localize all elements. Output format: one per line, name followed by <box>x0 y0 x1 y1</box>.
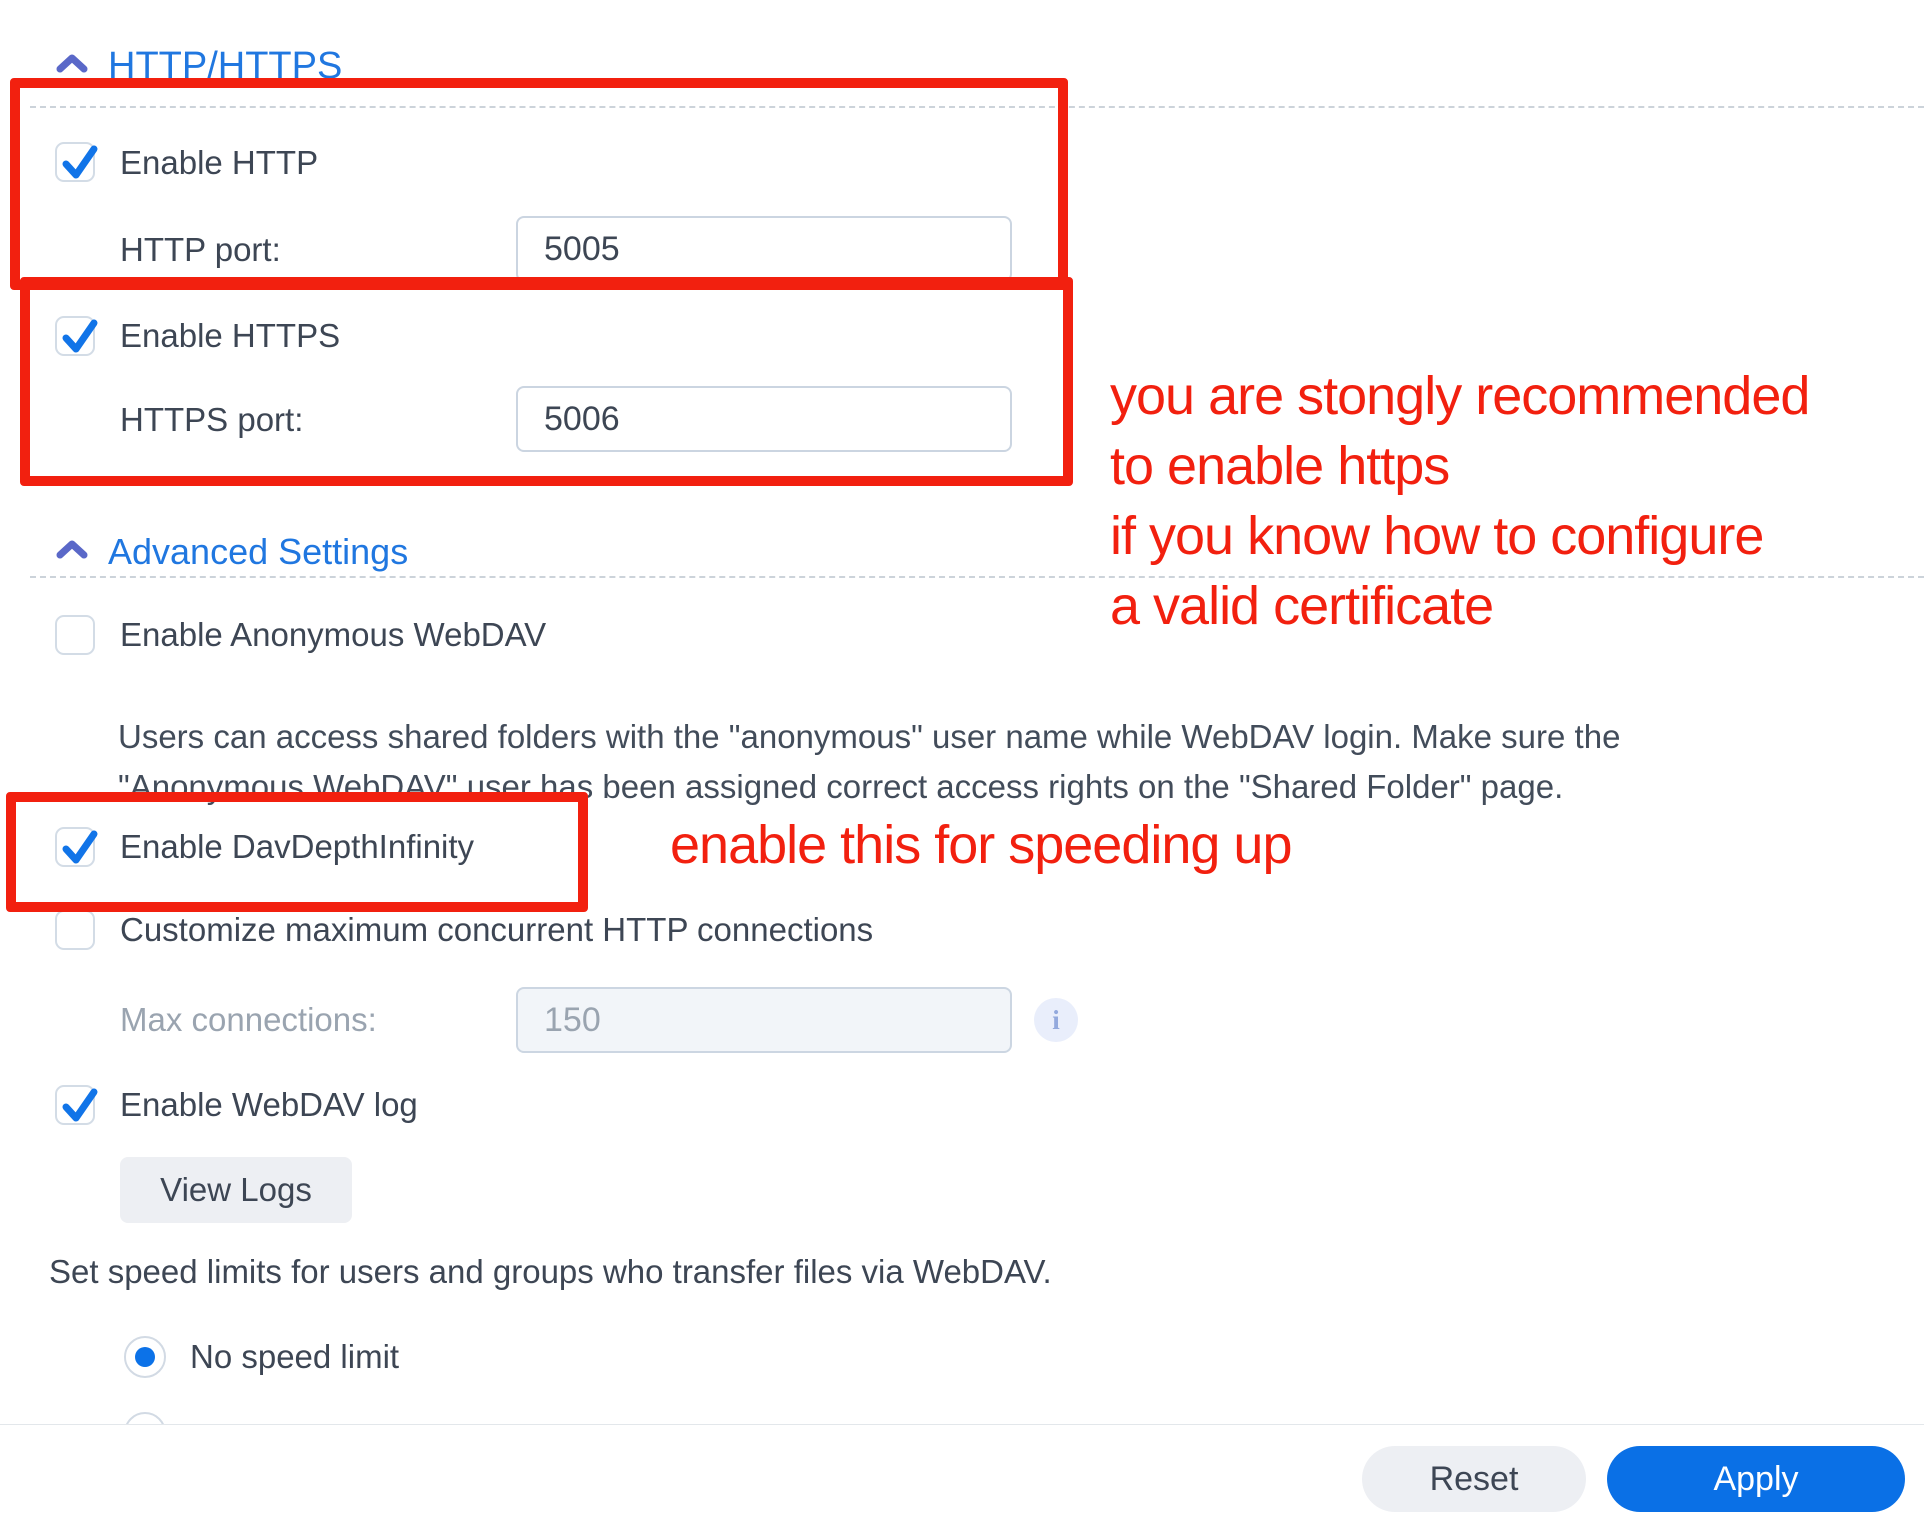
max-connections-input <box>516 987 1012 1053</box>
annotation-line: to enable https <box>1110 436 1450 496</box>
https-port-input[interactable] <box>516 386 1012 452</box>
enable-anonymous-webdav-label: Enable Anonymous WebDAV <box>120 616 547 653</box>
annotation-box-https <box>20 277 1073 486</box>
radio-selected-dot <box>135 1347 155 1367</box>
enable-davdepthinfinity-checkbox[interactable] <box>55 827 95 867</box>
annotation-https-note <box>1110 361 1809 641</box>
enable-http-label: Enable HTTP <box>120 144 319 181</box>
checkmark-icon <box>55 312 103 360</box>
max-connections-label: Max connections: <box>120 1001 377 1038</box>
view-logs-button[interactable]: View Logs <box>120 1157 352 1223</box>
enable-http-checkbox[interactable] <box>55 142 95 182</box>
enable-anonymous-webdav-checkbox[interactable] <box>55 615 95 655</box>
no-speed-limit-label: No speed limit <box>190 1338 400 1375</box>
chevron-up-icon[interactable] <box>56 52 88 81</box>
http-port-label: HTTP port: <box>120 231 281 268</box>
http-port-input[interactable] <box>516 216 1012 282</box>
checkmark-icon <box>55 823 103 871</box>
enable-https-checkbox[interactable] <box>55 316 95 356</box>
separator-dotted <box>30 106 1924 108</box>
description-line: "Anonymous WebDAV" user has been assigned correct access rights on the "Shared Folder" page. <box>118 768 1564 805</box>
enable-webdav-log-checkbox[interactable] <box>55 1085 95 1125</box>
chevron-up-icon[interactable] <box>56 538 88 567</box>
anonymous-webdav-description <box>118 712 1838 812</box>
checkmark-icon <box>55 1081 103 1129</box>
section-header-http-https[interactable]: HTTP/HTTPS <box>108 45 343 87</box>
apply-button[interactable]: Apply <box>1607 1446 1905 1512</box>
enable-https-label: Enable HTTPS <box>120 317 341 354</box>
annotation-line: you are stongly recommended <box>1110 366 1810 426</box>
description-line: Users can access shared folders with the "anonymous" user name while WebDAV login. Make sure the <box>118 718 1621 755</box>
annotation-line: if you know how to configure <box>1110 506 1764 566</box>
annotation-line: a valid certificate <box>1110 576 1494 636</box>
customize-max-connections-label: Customize maximum concurrent HTTP connections <box>120 911 874 948</box>
info-icon[interactable]: i <box>1034 998 1078 1042</box>
speed-limit-text: Set speed limits for users and groups who transfer files via WebDAV. <box>49 1253 1052 1290</box>
section-header-advanced-settings[interactable]: Advanced Settings <box>108 531 409 572</box>
annotation-davdepth-note: enable this for speeding up <box>670 815 1292 875</box>
enable-davdepthinfinity-label: Enable DavDepthInfinity <box>120 828 475 865</box>
checkmark-icon <box>55 138 103 186</box>
no-speed-limit-radio[interactable] <box>124 1336 166 1378</box>
https-port-label: HTTPS port: <box>120 401 304 438</box>
enable-webdav-log-label: Enable WebDAV log <box>120 1086 418 1123</box>
reset-button[interactable]: Reset <box>1362 1446 1586 1512</box>
customize-max-connections-checkbox[interactable] <box>55 910 95 950</box>
